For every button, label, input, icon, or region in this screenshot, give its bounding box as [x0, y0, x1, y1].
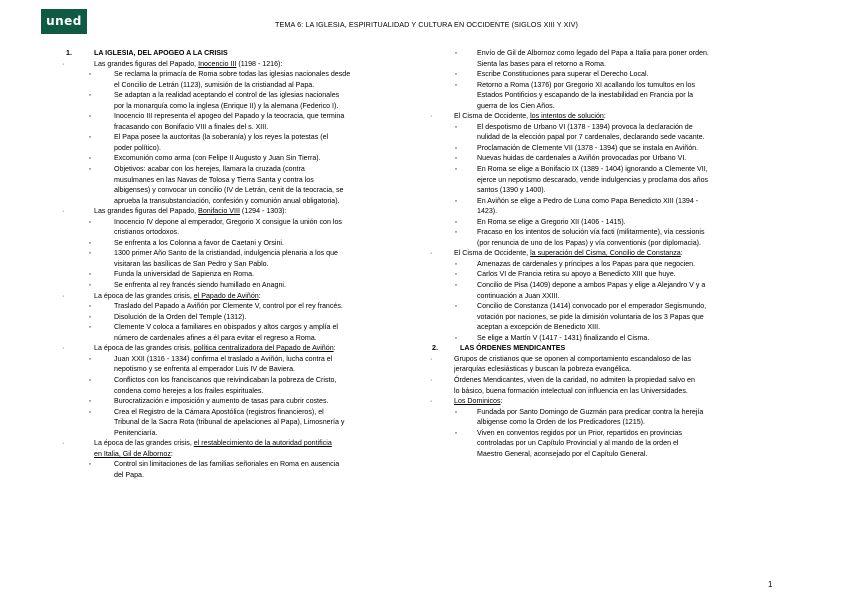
bullet-item: [66, 217, 416, 228]
section-number: 1.: [66, 49, 72, 57]
line-text: Excomunión como arma (con Felipe II Augusto y Juan Sin Tierra).: [114, 154, 321, 163]
bullet-marker: „: [89, 238, 91, 245]
bullet-marker: „: [89, 133, 91, 140]
topic-item: [62, 291, 416, 302]
section-heading: [66, 48, 416, 59]
line-text: lo básico, buena formación intelectual con influencia en las Universidades.: [454, 386, 688, 395]
bullet-item: [66, 248, 416, 259]
bullet-marker: „: [455, 428, 457, 435]
line-text: Grupos de cristianos que se oponen al comportamiento escandaloso de las: [454, 354, 691, 363]
bullet-marker: „: [89, 407, 91, 414]
section-heading: [432, 343, 792, 354]
bullet-marker: ·: [62, 439, 65, 448]
line-text: Sienta las bases para el retorno a Roma.: [477, 59, 606, 68]
bullet-item-continuation: [66, 386, 416, 397]
bullet-marker: „: [455, 333, 457, 340]
bullet-marker: „: [455, 154, 457, 161]
bullet-item-continuation: [432, 132, 792, 143]
bullet-marker: „: [455, 143, 457, 150]
bullet-item: [432, 301, 792, 312]
line-text: Se enfrenta a los Colonna a favor de Caetani y Orsini.: [114, 238, 284, 247]
line-text-suffix: (1198 - 1216):: [236, 59, 283, 68]
line-text: Funda la universidad de Sapienza en Roma.: [114, 270, 254, 279]
line-text: cristianos ortodoxos.: [114, 228, 180, 237]
line-text: LAS ÓRDENES MENDICANTES: [460, 344, 566, 353]
topic-item-continuation: [432, 386, 792, 397]
line-text: guerra de los Cien Años.: [477, 101, 555, 110]
underlined-text: política centralizadora del Papado de Aviñón: [193, 344, 334, 353]
bullet-marker: „: [89, 249, 91, 256]
line-text: nulidad de la elección papal por 7 cardenales, declarando sede vacante.: [477, 133, 705, 142]
underlined-text: los intentos de solución: [530, 112, 604, 121]
bullet-marker: „: [455, 49, 457, 55]
line-text: El despotismo de Urbano VI (1378 - 1394) provoca la declaración de: [477, 122, 693, 131]
line-text: Estados Pontificios y escapando de la inestabilidad en Francia por la: [477, 91, 694, 100]
right-column: [432, 48, 792, 459]
bullet-marker: ·: [430, 397, 433, 406]
bullet-item: [66, 164, 416, 175]
topic-item: [62, 59, 416, 70]
bullet-item-continuation: [66, 364, 416, 375]
line-text-suffix: :: [680, 249, 683, 258]
bullet-item: [432, 196, 792, 207]
line-text: Las grandes figuras del Papado,: [94, 59, 199, 68]
line-text: condena como herejes a los frailes espirituales.: [114, 386, 264, 395]
line-text: del Papa.: [114, 470, 144, 479]
underlined-text: el Papado de Aviñón: [193, 291, 259, 300]
topic-item-continuation: [432, 364, 792, 375]
topic-item-continuation: [66, 449, 416, 460]
bullet-marker: „: [455, 407, 457, 414]
bullet-item: [432, 333, 792, 344]
bullet-marker: „: [455, 217, 457, 224]
line-text-suffix: :: [333, 344, 336, 353]
line-text: controladas por un Capítulo Provincial y al mando de la orden el: [477, 439, 679, 448]
bullet-item-continuation: [66, 227, 416, 238]
bullet-item: [432, 407, 792, 418]
bullet-item: [66, 375, 416, 386]
bullet-item: [432, 259, 792, 270]
line-text: aceptan a excepción de Benedicto XIII.: [477, 323, 601, 332]
bullet-item-continuation: [432, 322, 792, 333]
line-text: Órdenes Mendicantes, viven de la caridad, no admiten la propiedad salvo en: [454, 375, 695, 384]
line-text: Inocencio III representa el apogeo del Papado y la teocracia, que termina: [114, 112, 345, 121]
bullet-marker: „: [89, 112, 91, 119]
bullet-item-continuation: [432, 206, 792, 217]
line-text-suffix: :: [258, 291, 261, 300]
topic-item: [432, 375, 792, 386]
bullet-marker: ·: [62, 291, 65, 300]
bullet-item: [432, 164, 792, 175]
logo-text: uned: [46, 14, 82, 28]
topic-item: [432, 111, 792, 122]
bullet-item-continuation: [432, 449, 792, 460]
line-text: Clemente V coloca a familiares en obispados y altos cargos y amplía el: [114, 323, 338, 332]
bullet-marker: „: [89, 217, 91, 224]
line-text-suffix: :: [500, 397, 503, 406]
line-text: Amenazas de cardenales y príncipes a los Papas para que negocien.: [477, 259, 696, 268]
bullet-marker: ·: [62, 344, 65, 353]
bullet-item-continuation: [432, 238, 792, 249]
line-text-suffix: :: [170, 449, 173, 458]
line-text: El Cisma de Occidente,: [454, 112, 531, 121]
topic-item: [62, 438, 416, 449]
bullet-item: [432, 269, 792, 280]
bullet-marker: „: [455, 80, 457, 87]
bullet-item-continuation: [432, 185, 792, 196]
line-text: Disolución de la Orden del Temple (1312).: [114, 312, 247, 321]
line-text: aprueba la transubstanciación, confesión y comunión anual obligatoria).: [114, 196, 340, 205]
topic-item: [62, 343, 416, 354]
line-text: jerarquías eclesiásticas y buscan la pobreza evangélica.: [454, 365, 632, 374]
bullet-item-continuation: [66, 122, 416, 133]
topic-item: [432, 248, 792, 259]
bullet-item: [66, 111, 416, 122]
bullet-marker: ·: [430, 375, 433, 384]
bullet-item-continuation: [432, 291, 792, 302]
bullet-marker: „: [455, 70, 457, 77]
line-text: Traslado del Papado a Aviñón por Clemente V, control por el rey francés.: [114, 302, 343, 311]
line-text: santos (1390 y 1400).: [477, 186, 546, 195]
bullet-item: [66, 153, 416, 164]
line-text: albigenses) y convocar un concilio (IV de Letrán, cenit de la teocracia, se: [114, 186, 344, 195]
bullet-item-continuation: [66, 143, 416, 154]
bullet-marker: ·: [430, 354, 433, 363]
line-text: poder político).: [114, 143, 161, 152]
bullet-item: [66, 269, 416, 280]
bullet-item: [66, 238, 416, 249]
bullet-marker: ·: [62, 59, 65, 68]
line-text: En Roma se elige a Bonifacio IX (1389 - 1404) ignorando a Clemente VII,: [477, 165, 708, 174]
line-text: Se reclama la primacía de Roma sobre todas las iglesias nacionales desde: [114, 70, 351, 79]
bullet-item: [432, 48, 792, 59]
bullet-marker: „: [89, 354, 91, 361]
line-text: Escribe Constituciones para superar el Derecho Local.: [477, 70, 649, 79]
line-text: La época de las grandes crisis,: [94, 291, 194, 300]
line-text: Se enfrenta al rey francés siendo humillado en Anagni.: [114, 281, 286, 290]
line-text: En Roma se elige a Gregorio XII (1406 - 1415).: [477, 217, 626, 226]
line-text: continuación a Juan XXIII.: [477, 291, 560, 300]
bullet-marker: „: [89, 165, 91, 172]
bullet-item-continuation: [432, 417, 792, 428]
line-text: Objetivos: acabar con los herejes, llamara la cruzada (contra: [114, 165, 305, 174]
bullet-item-continuation: [66, 80, 416, 91]
underlined-text: el restablecimiento de la autoridad pontificia: [193, 439, 332, 448]
bullet-item: [66, 322, 416, 333]
bullet-item-continuation: [66, 196, 416, 207]
bullet-item: [432, 280, 792, 291]
bullet-item-continuation: [432, 90, 792, 101]
bullet-marker: „: [455, 165, 457, 172]
line-text: La época de las grandes crisis,: [94, 439, 194, 448]
bullet-item-continuation: [432, 175, 792, 186]
bullet-marker: „: [89, 281, 91, 288]
line-text: número de cardenales afines a él para evitar el regreso a Roma.: [114, 333, 317, 342]
bullet-item-continuation: [66, 185, 416, 196]
topic-item: [62, 206, 416, 217]
line-text-suffix: (1294 - 1303):: [239, 207, 287, 216]
line-text: Las grandes figuras del Papado,: [94, 207, 199, 216]
bullet-item: [432, 143, 792, 154]
topic-item: [432, 396, 792, 407]
line-text: Juan XXII (1316 - 1334) confirma el traslado a Aviñón, lucha contra el: [114, 354, 333, 363]
line-text: fracasando con Bonifacio VIII a finales del s. XIII.: [114, 122, 269, 131]
line-text: Penitenciaría.: [114, 428, 158, 437]
line-text: Crea el Registro de la Cámara Apostólica (registros financieros), el: [114, 407, 324, 416]
bullet-item: [66, 312, 416, 323]
line-text: Concilio de Constanza (1414) convocado por el emperador Segismundo,: [477, 302, 707, 311]
bullet-marker: „: [455, 302, 457, 309]
bullet-item: [66, 301, 416, 312]
bullet-marker: „: [89, 270, 91, 277]
line-text: Retorno a Roma (1376) por Gregorio XI acallando los tumultos en los: [477, 80, 696, 89]
line-text: el Concilio de Letrán (1123), sumisión de la cristiandad al Papa.: [114, 80, 315, 89]
bullet-item-continuation: [66, 470, 416, 481]
bullet-item: [66, 69, 416, 80]
line-text: Inocencio IV depone al emperador, Gregorio X consigue la unión con los: [114, 217, 342, 226]
line-text: El Papa posee la auctoritas (la soberanía) y los reyes la potestas (el: [114, 133, 329, 142]
bullet-item: [66, 354, 416, 365]
line-text: En Aviñón se elige a Pedro de Luna como Papa Benedicto XIII (1394 -: [477, 196, 699, 205]
line-text: ejerce un nepotismo descarado, vende indulgencias y proclama dos años: [477, 175, 709, 184]
bullet-item-continuation: [432, 59, 792, 70]
bullet-item-continuation: [432, 438, 792, 449]
line-text: Se elige a Martín V (1417 - 1431) finalizando el Cisma.: [477, 333, 650, 342]
bullet-item: [66, 459, 416, 470]
bullet-item: [66, 132, 416, 143]
bullet-marker: „: [89, 323, 91, 330]
line-text-suffix: :: [603, 112, 606, 121]
bullet-marker: „: [89, 70, 91, 77]
section-number: 2.: [432, 344, 438, 353]
line-text: 1423).: [477, 207, 498, 216]
underlined-text: en Italia, Gil de Albornoz: [94, 449, 171, 458]
bullet-item: [66, 407, 416, 418]
line-text: votación por naciones, se pide la dimisión voluntaria de los 3 Papas que: [477, 312, 704, 321]
document-title: TEMA 6: LA IGLESIA, ESPIRITUALIDAD Y CULTURA EN OCCIDENTE (SIGLOS XIII Y XIV): [275, 20, 579, 29]
underlined-text: Inocencio III: [198, 59, 237, 68]
line-text: Maestro General, aconsejado por el Capítulo General.: [477, 449, 648, 458]
bullet-item: [66, 90, 416, 101]
bullet-item-continuation: [432, 101, 792, 112]
line-text: Tribunal de la Sacra Rota (tribunal de apelaciones al Papa), Limosnería y: [114, 418, 345, 427]
line-text: Fundada por Santo Domingo de Guzmán para predicar contra la herejía: [477, 407, 704, 416]
line-text: El Cisma de Occidente,: [454, 249, 531, 258]
bullet-marker: „: [89, 375, 91, 382]
line-text: Conflictos con los franciscanos que reivindicaban la pobreza de Cristo,: [114, 375, 337, 384]
line-text: nepotismo y se enfrenta al emperador Luis IV de Baviera.: [114, 365, 295, 374]
line-text: (por renuncia de uno de los Papas) y vía conventionis (por diplomacia).: [477, 238, 701, 247]
topic-item: [432, 354, 792, 365]
bullet-marker: „: [89, 302, 91, 309]
line-text: La época de las grandes crisis,: [94, 344, 194, 353]
line-text: Carlos VI de Francia retira su apoyo a Benedicto XIII que huye.: [477, 270, 676, 279]
underlined-text: Los Dominicos: [454, 397, 501, 406]
page-number: 1: [768, 580, 773, 589]
bullet-marker: „: [455, 259, 457, 266]
bullet-item-continuation: [66, 428, 416, 439]
bullet-marker: „: [455, 281, 457, 288]
line-text: Nuevas huidas de cardenales a Aviñón provocadas por Urbano VI.: [477, 154, 687, 163]
line-text: Concilio de Pisa (1409) depone a ambos Papas y elige a Alejandro V y a: [477, 281, 706, 290]
bullet-marker: „: [455, 122, 457, 129]
line-text: Envío de Gil de Albornoz como legado del Papa a Italia para poner orden.: [477, 49, 709, 57]
bullet-marker: ·: [430, 249, 433, 258]
underlined-text: la superación del Cisma, Concilio de Constanza: [530, 249, 681, 258]
line-text: LA IGLESIA, DEL APOGEO A LA CRISIS: [94, 49, 228, 57]
line-text: Burocratización e imposición y aumento de tasas para cubrir costes.: [114, 397, 329, 406]
bullet-item-continuation: [66, 175, 416, 186]
line-text: por la monarquía como la inglesa (Enrique II) y la alemana (Federico I).: [114, 101, 339, 110]
line-text: Se adaptan a la realidad aceptando el control de las iglesias nacionales: [114, 91, 340, 100]
bullet-item-continuation: [66, 333, 416, 344]
uned-logo: [41, 9, 87, 34]
line-text: Viven en conventos regidos por un Prior, repartidos en provincias: [477, 428, 682, 437]
bullet-marker: „: [455, 270, 457, 277]
bullet-item: [432, 153, 792, 164]
bullet-marker: „: [455, 196, 457, 203]
bullet-marker: ·: [430, 112, 433, 121]
bullet-marker: „: [455, 228, 457, 235]
underlined-text: Bonifacio VIII: [198, 207, 240, 216]
bullet-item: [432, 80, 792, 91]
bullet-item-continuation: [66, 417, 416, 428]
bullet-marker: „: [89, 312, 91, 319]
line-text: visitaran las basílicas de San Pedro y San Pablo.: [114, 259, 269, 268]
line-text: Fracaso en los intentos de solución vía facti (militarmente), vía cessionis: [477, 228, 705, 237]
bullet-item: [66, 280, 416, 291]
bullet-marker: ·: [62, 207, 65, 216]
bullet-item-continuation: [432, 312, 792, 323]
bullet-item: [66, 396, 416, 407]
bullet-marker: „: [89, 154, 91, 161]
line-text: 1300 primer Año Santo de la cristiandad, indulgencia plenaria a los que: [114, 249, 338, 258]
bullet-marker: „: [89, 397, 91, 404]
bullet-item: [432, 227, 792, 238]
left-column: [62, 48, 416, 480]
bullet-marker: „: [89, 91, 91, 98]
line-text: Control sin limitaciones de las familias señoriales en Roma en ausencia: [114, 460, 340, 469]
line-text: albigense como la Orden de los Predicadores (1215).: [477, 418, 645, 427]
bullet-item-continuation: [66, 259, 416, 270]
bullet-item: [432, 122, 792, 133]
bullet-item: [432, 428, 792, 439]
line-text: Proclamación de Clemente VII (1378 - 1394) que se instala en Aviñón.: [477, 143, 699, 152]
bullet-item: [432, 217, 792, 228]
bullet-marker: „: [89, 460, 91, 467]
line-text: musulmanes en las Navas de Tolosa y Tierra Santa y contra los: [114, 175, 314, 184]
bullet-item: [432, 69, 792, 80]
bullet-item-continuation: [66, 101, 416, 112]
